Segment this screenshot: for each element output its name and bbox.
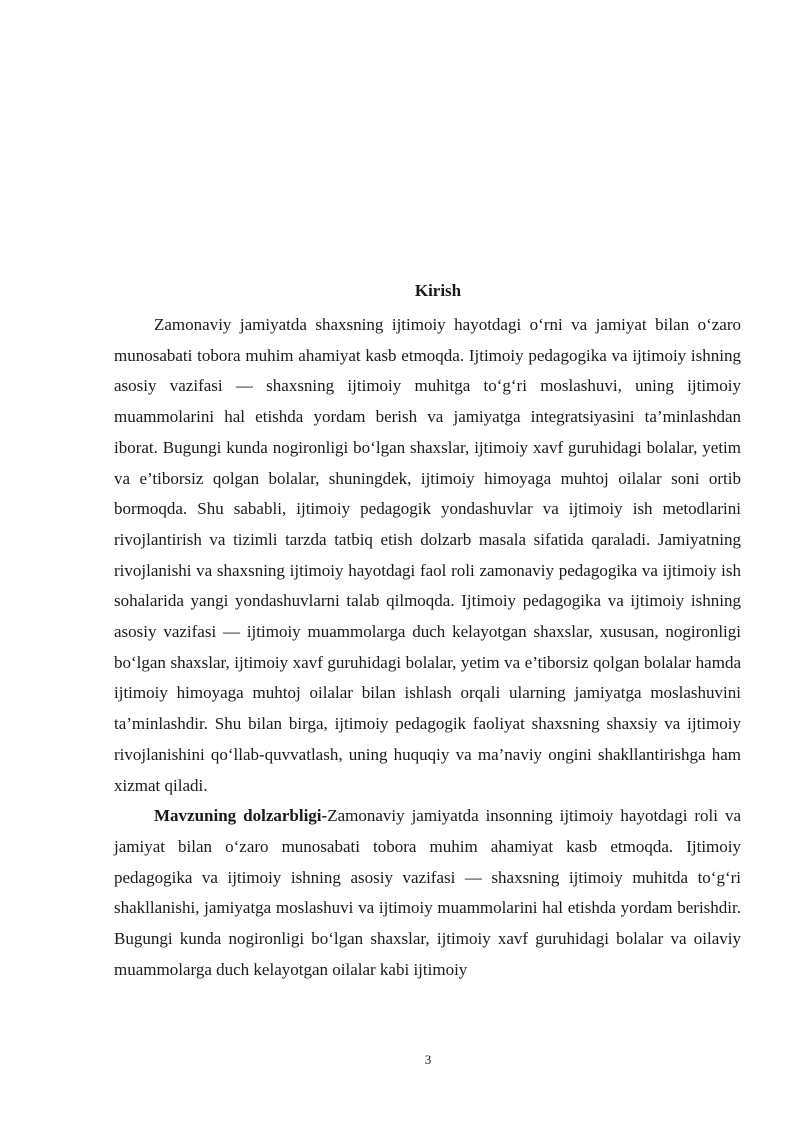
paragraph-relevance (114, 801, 741, 985)
paragraph-text: Zamonaviy jamiyatda insonning ijtimoiy hayotdagi roli va jamiyat bilan o‘zaro munosabati tobora muhim ahamiyat kasb etmoqda. Ijtimoiy pedagogika va ijtimoiy ishning asosiy vazifasi — shaxsning ijtimoiy muhitda to‘g‘ri shakllanishi, jamiyatga moslashuvi va ijtimoiy muammolarini hal etishda yordam berishdir. Bugungi kunda nogironligi bo‘lgan shaxslar, ijtimoiy xavf guruhidagi bolalar va oilaviy muammolarga duch kelayotgan oilalar kabi ijtimoiy (114, 806, 742, 979)
section-heading: Kirish (414, 281, 462, 300)
paragraph-lead: Mavzuning dolzarbligi- (154, 806, 328, 826)
body-text (114, 310, 741, 985)
page-number: 3 (424, 1052, 432, 1067)
paragraph-text: Zamonaviy jamiyatda shaxsning ijtimoiy hayotdagi o‘rni va jamiyat bilan o‘zaro munosabati tobora muhim ahamiyat kasb etmoqda. Ijtimoiy pedagogika va ijtimoiy ishning asosiy vazifasi — shaxsning ijtimoiy muhitga to‘g‘ri moslashuvi, uning ijtimoiy muammolarini hal etishda yordam berish va jamiyatga integratsiyasini ta’minlashdan iborat. Bugungi kunda nogironligi bo‘lgan shaxslar, ijtimoiy xavf guruhidagi bolalar, yetim va e’tiborsiz qolgan bolalar, shuningdek, ijtimoiy himoyaga muhtoj oilalar soni ortib bormoqda. Shu sababli, ijtimoiy pedagogik yondashuvlar va ijtimoiy ish metodlarini rivojlantirish va tizimli tarzda tatbiq etish dolzarb masala sifatida qaraladi. Jamiyatning rivojlanishi va shaxsning ijtimoiy hayotdagi faol roli zamonaviy pedagogika va ijtimoiy ish sohalarida yangi yondashuvlarni talab qilmoqda. Ijtimoiy pedagogika va ijtimoiy ishning asosiy vazifasi — ijtimoiy muammolarga duch kelayotgan shaxslar, xususan, nogironligi bo‘lgan shaxslar, ijtimoiy xavf guruhidagi bolalar, yetim va e’tiborsiz qolgan bolalar hamda ijtimoiy himoyaga muhtoj oilalar bilan ishlash orqali ularning jamiyatga moslashuvini ta’minlashdir. Shu bilan birga, ijtimoiy pedagogik faoliyat shaxsning shaxsiy va ijtimoiy rivojlanishini qo‘llab-quvvatlash, uning huquqiy va ma’naviy ongini shakllantirishga ham xizmat qiladi. (114, 315, 741, 795)
paragraph-introduction (114, 310, 741, 801)
